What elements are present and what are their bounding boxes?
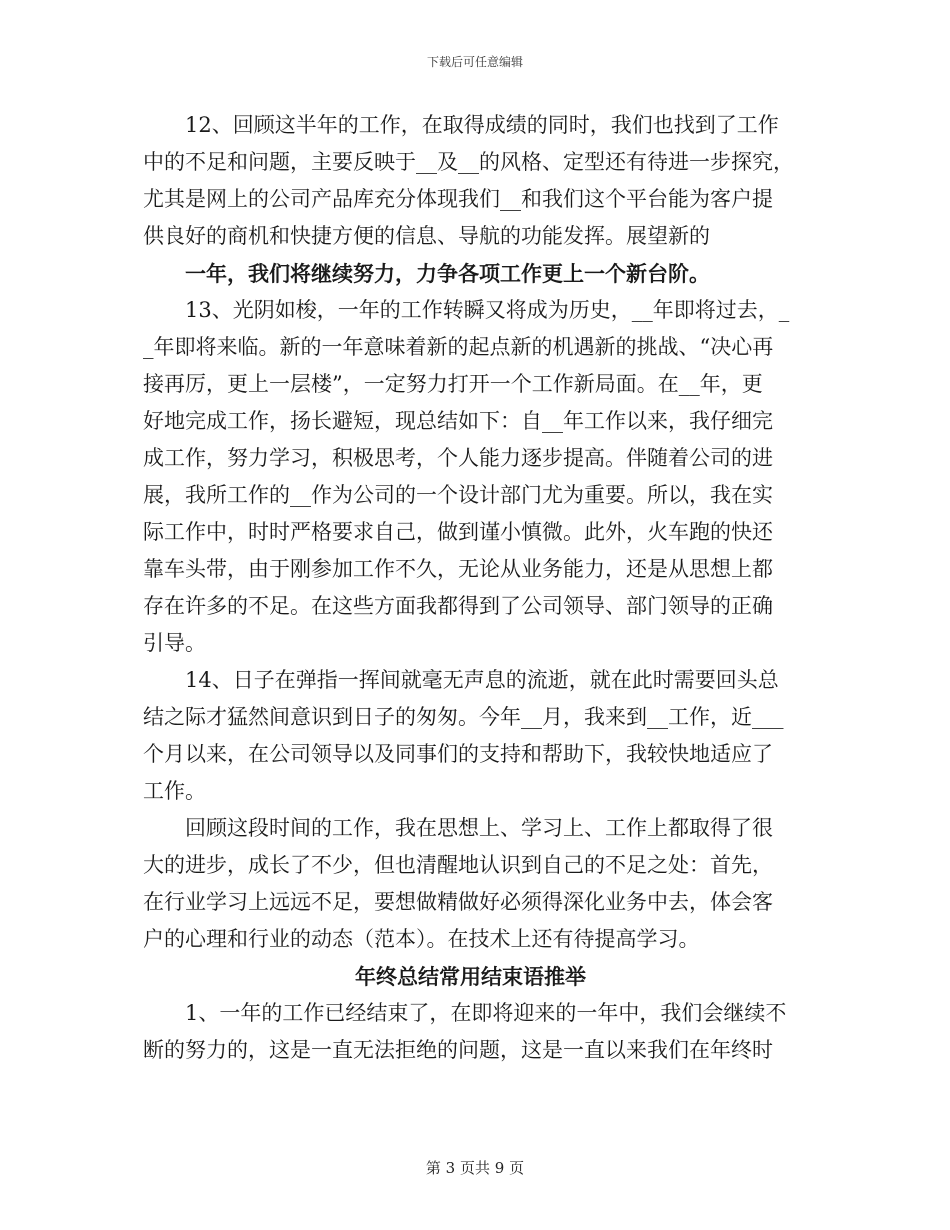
text-line: 结之际才猛然间意识到日子的匆匆。今年__月，我来到__工作，近___	[143, 705, 784, 729]
text-line: 靠车头带，由于刚参加工作不久，无论从业务能力，还是从思想上都	[143, 557, 773, 581]
text-line: _年即将来临。新的一年意味着新的起点新的机遇新的挑战、“决心再	[143, 335, 774, 359]
text-line: 工作。	[143, 779, 206, 803]
text-line: 一年，我们将继续努力，力争各项工作更上一个新台阶。	[185, 261, 710, 286]
text-line: 14、日子在弹指一挥间就毫无声息的流逝，就在此时需要回头总	[185, 668, 779, 692]
text-line: 断的努力的，这是一直无法拒绝的问题，这是一直以来我们在年终时	[143, 1038, 773, 1062]
text-line: 成工作，努力学习，积极思考，个人能力逐步提高。伴随着公司的进	[143, 446, 773, 470]
page-header: 下载后可任意编辑	[426, 55, 523, 69]
text-line: 户的心理和行业的动态（范本）。在技术上还有待提高学习。	[143, 927, 700, 951]
text-line: 12、回顾这半年的工作，在取得成绩的同时，我们也找到了工作	[185, 113, 779, 137]
text-line: 展，我所工作的__作为公司的一个设计部门尤为重要。所以，我在实	[143, 483, 773, 507]
text-line: 接再厉，更上一层楼”，一定努力打开一个工作新局面。在__年，更	[143, 372, 763, 396]
text-line: 存在许多的不足。在这些方面我都得到了公司领导、部门领导的正确	[143, 594, 773, 618]
text-line: 大的进步，成长了不少，但也清醒地认识到自己的不足之处：首先，	[143, 853, 773, 877]
text-line: 供良好的商机和快捷方便的信息、导航的功能发挥。展望新的	[143, 224, 710, 248]
text-line: 13、光阴如梭，一年的工作转瞬又将成为历史，__年即将过去，_	[185, 298, 790, 322]
document-body	[143, 107, 798, 1069]
text-line: 尤其是网上的公司产品库充分体现我们__和我们这个平台能为客户提	[143, 187, 773, 211]
text-line: 际工作中，时时严格要求自己，做到谨小慎微。此外，火车跑的快还	[143, 520, 773, 544]
text-line: 中的不足和问题，主要反映于__及__的风格、定型还有待进一步探究，	[143, 150, 794, 174]
text-line: 引导。	[143, 631, 206, 655]
text-line: 好地完成工作，扬长避短，现总结如下：自__年工作以来，我仔细完	[143, 409, 773, 433]
text-line: 回顾这段时间的工作，我在思想上、学习上、工作上都取得了很	[185, 816, 773, 840]
text-line: 1、一年的工作已经结束了，在即将迎来的一年中，我们会继续不	[185, 1001, 787, 1025]
page-footer: 第 3 页共 9 页	[425, 1159, 525, 1177]
text-line: 在行业学习上远远不足，要想做精做好必须得深化业务中去，体会客	[143, 890, 773, 914]
text-line: 个月以来，在公司领导以及同事们的支持和帮助下，我较快地适应了	[143, 742, 773, 766]
section-heading: 年终总结常用结束语推举	[355, 964, 586, 989]
